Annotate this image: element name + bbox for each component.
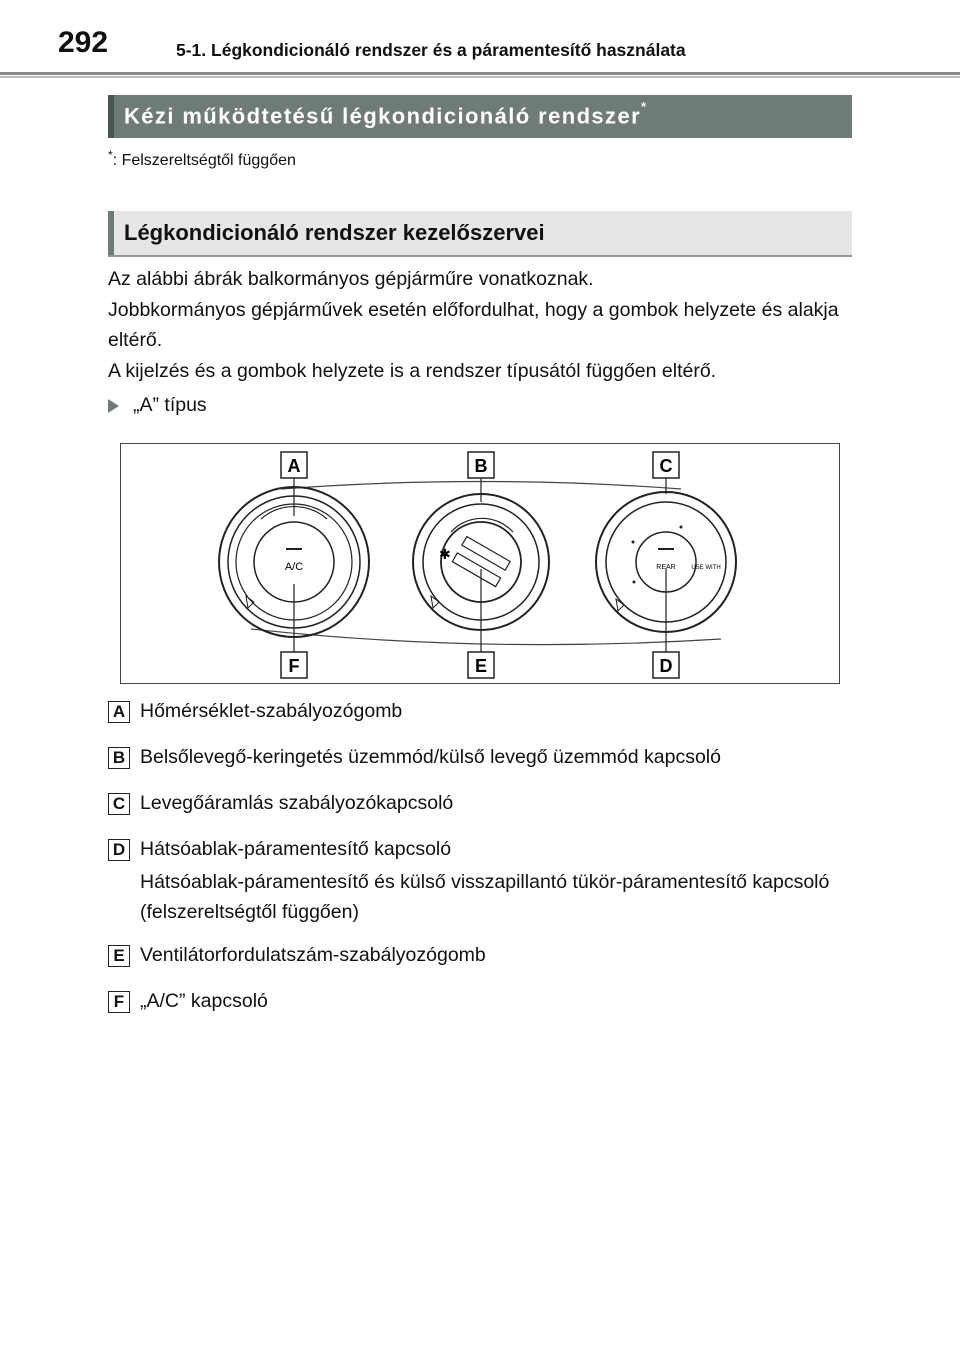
fan-icon: ✱ (439, 547, 451, 563)
type-label-text: „A” típus (133, 394, 207, 416)
legend-letter-d: D (108, 839, 130, 861)
section-title (124, 99, 648, 129)
svg-text:B: B (474, 456, 488, 476)
ac-button-label: A/C (284, 561, 304, 573)
legend-letter-f: F (108, 991, 130, 1013)
footnote-text: : Felszereltségtől függően (112, 152, 296, 169)
svg-text:D: D (659, 656, 673, 676)
control-panel-figure (120, 443, 840, 684)
svg-text:C: C (659, 456, 673, 476)
svg-text:E: E (474, 656, 488, 676)
body-line-1: Az alábbi ábrák balkormányos gépjárműre vonatkoznak. (108, 268, 594, 290)
section-title-bar (108, 95, 852, 138)
legend-text-c: Levegőáramlás szabályozókapcsoló (140, 792, 454, 814)
triangle-bullet-icon (108, 399, 119, 413)
footnote (108, 148, 296, 170)
legend-text-a: Hőmérséklet-szabályozógomb (140, 700, 403, 722)
callout-f (281, 652, 307, 678)
legend-text-d-extra: Hátsóablak-páramentesítő és külső visszapillantó tükör-páramentesítő kapcsoló (felszereltségtől függően) (140, 870, 830, 923)
body-line-2: Jobbkormányos gépjárművek esetén előfordulhat, hogy a gombok helyzete és alakja eltérő. (108, 298, 839, 351)
section-bar-accent (108, 95, 114, 138)
subsection-bar-accent (108, 211, 114, 255)
control-panel-illustration (121, 444, 838, 682)
legend-text-e: Ventilátorfordulatszám-szabályozógomb (140, 944, 486, 966)
callout-d (653, 652, 679, 678)
svg-text:F: F (288, 656, 300, 676)
section-title-mark: * (641, 99, 648, 114)
legend-text-f: „A/C” kapcsoló (140, 990, 268, 1012)
legend-letter-e: E (108, 945, 130, 967)
callout-c (653, 452, 679, 478)
page-number: 292 (58, 26, 109, 59)
callout-e (468, 652, 494, 678)
running-title: 5-1. Légkondicionáló rendszer és a páramentesítő használata (176, 40, 686, 60)
svg-text:A: A (287, 456, 301, 476)
header-rule (0, 72, 960, 78)
body-line-3: A kijelzés és a gombok helyzete is a rendszer típusától függően eltérő. (108, 359, 717, 382)
page-header (0, 0, 960, 80)
rear-defog-label: REAR (656, 564, 676, 571)
callout-b (468, 452, 494, 478)
legend-text-b: Belsőlevegő-keringetés üzemmód/külső levegő üzemmód kapcsoló (140, 746, 721, 768)
legend-letter-a: A (108, 701, 130, 723)
subsection-title: Légkondicionáló rendszer kezelőszervei (124, 220, 545, 245)
callout-a (281, 452, 307, 478)
section-title-text: Kézi működtetésű légkondicionáló rendszer (124, 103, 642, 129)
footnote-mark: * (108, 148, 113, 162)
body-text (108, 264, 858, 386)
use-with-label: USE WITH (691, 565, 721, 571)
type-label (108, 394, 207, 417)
legend-text-d-main: Hátsóablak-páramentesítő kapcsoló (140, 838, 452, 860)
legend-letter-c: C (108, 793, 130, 815)
legend-letter-b: B (108, 747, 130, 769)
subsection-title-bar (108, 211, 852, 257)
legend-text-d (140, 834, 860, 928)
